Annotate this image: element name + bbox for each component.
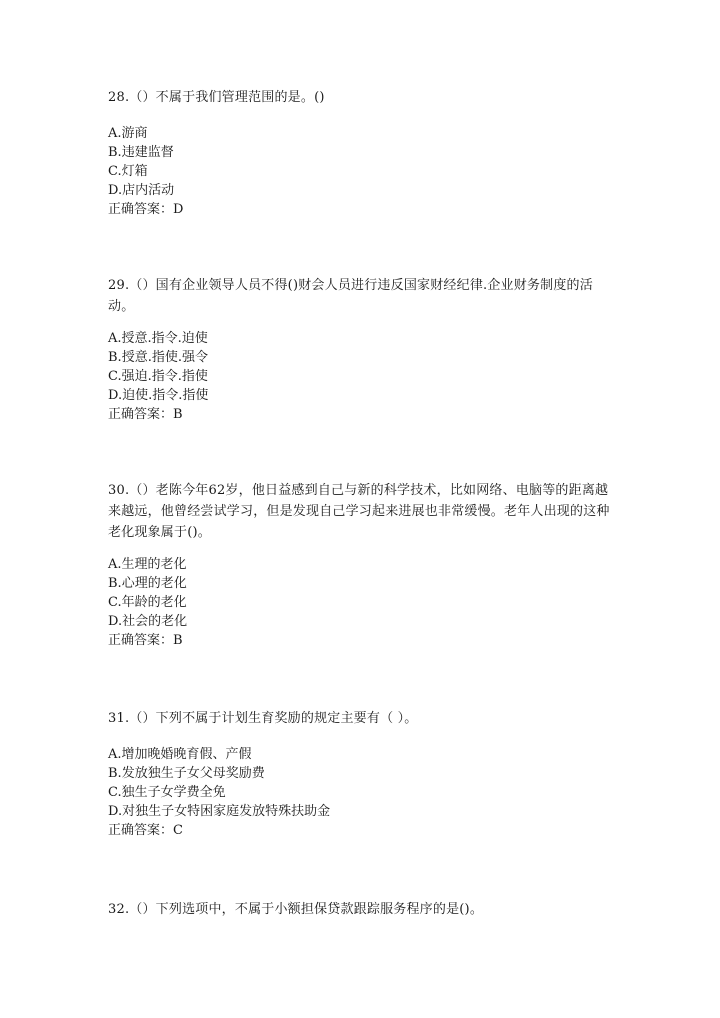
question-30	[108, 480, 618, 650]
option-b: B.违建监督	[108, 145, 174, 160]
correct-answer: 正确答案：C	[108, 823, 183, 838]
option-a: A.增加晚婚晚育假、产假	[108, 747, 252, 762]
correct-answer: 正确答案：B	[108, 633, 183, 648]
option-c: C.年龄的老化	[108, 595, 187, 610]
question-32	[108, 899, 618, 920]
question-stem: 29.（）国有企业领导人员不得()财会人员进行违反国家财经纪律.企业财务制度的活动。	[108, 278, 593, 314]
option-c: C.强迫.指令.指使	[108, 369, 208, 384]
option-d: D.对独生子女特困家庭发放特殊扶助金	[108, 804, 331, 819]
question-stem: 31.（）下列不属于计划生育奖励的规定主要有（ ）。	[108, 711, 418, 726]
option-c: C.灯箱	[108, 164, 148, 179]
correct-answer: 正确答案：D	[108, 202, 184, 217]
question-29	[108, 275, 618, 424]
correct-answer: 正确答案：B	[108, 407, 183, 422]
option-a: A.生理的老化	[108, 557, 187, 572]
option-b: B.心理的老化	[108, 576, 187, 591]
option-d: D.迫使.指令.指使	[108, 388, 209, 403]
option-b: B.发放独生子女父母奖励费	[108, 766, 265, 781]
option-d: D.店内活动	[108, 183, 175, 198]
question-stem: 28.（）不属于我们管理范围的是。()	[108, 90, 325, 105]
option-b: B.授意.指使.强令	[108, 350, 208, 365]
question-31	[108, 708, 618, 840]
question-28	[108, 87, 618, 219]
option-a: A.授意.指令.迫使	[108, 331, 208, 346]
option-a: A.游商	[108, 126, 148, 141]
option-d: D.社会的老化	[108, 614, 188, 629]
option-list	[108, 124, 618, 219]
question-stem: 30.（）老陈今年62岁，他日益感到自己与新的科学技术，比如网络、电脑等的距离越来越远，他曾经尝试学习，但是发现自己学习起来进展也非常缓慢。老年人出现的这种老化现象属于()。	[108, 483, 610, 540]
option-list	[108, 745, 618, 840]
question-stem: 32.（）下列选项中，不属于小额担保贷款跟踪服务程序的是()。	[108, 902, 484, 917]
option-c: C.独生子女学费全免	[108, 785, 226, 800]
option-list	[108, 555, 618, 650]
option-list	[108, 329, 618, 424]
